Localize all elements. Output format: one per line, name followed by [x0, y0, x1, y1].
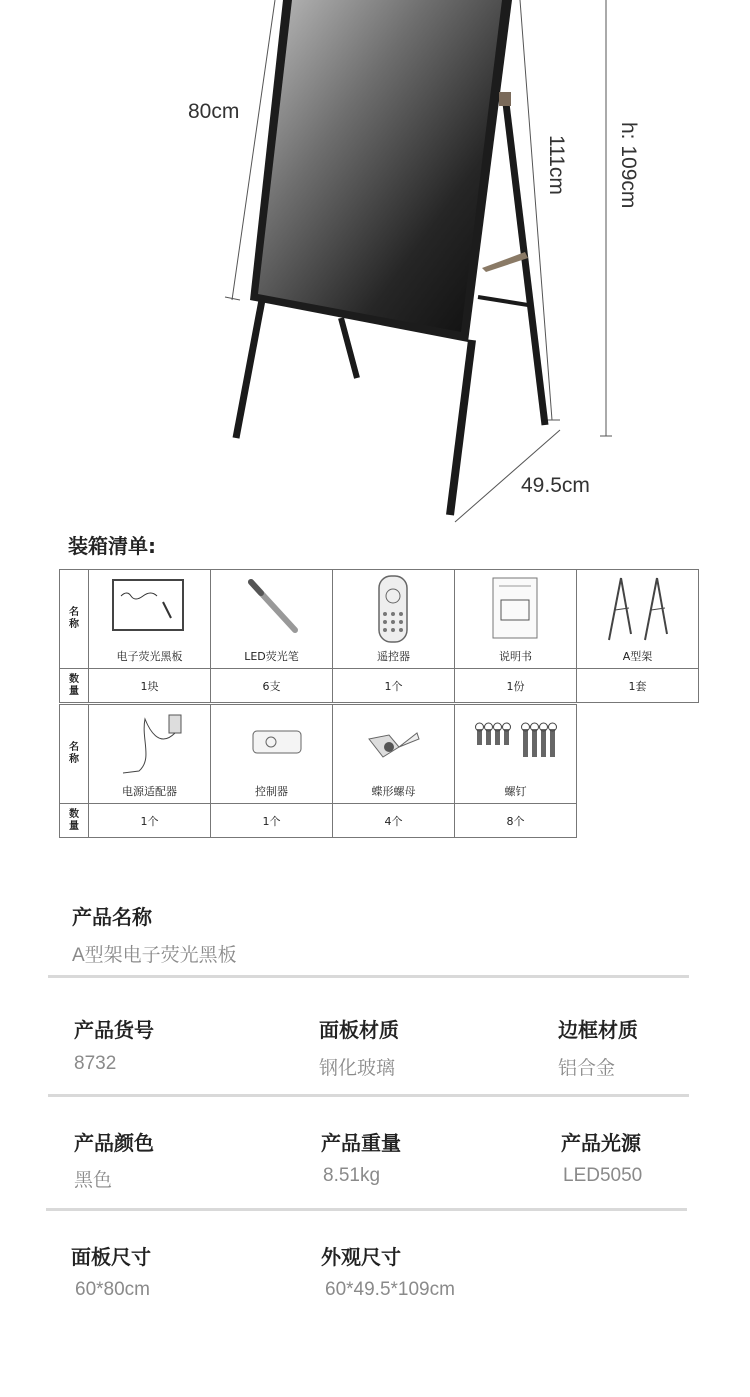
packing-table-row1 — [59, 569, 699, 703]
panel-size-label: 面板尺寸 — [71, 1245, 151, 1269]
frame-material-value: 铝合金 — [558, 1058, 616, 1079]
qty-header: 数 量 — [60, 669, 89, 703]
item-label: 螺钉 — [504, 785, 527, 798]
item-no-label: 产品货号 — [74, 1018, 154, 1042]
easel-board-image — [0, 0, 750, 530]
list-item — [211, 570, 333, 669]
manual-icon — [455, 574, 576, 644]
item-qty: 4个 — [333, 804, 455, 838]
pen-icon — [211, 574, 332, 644]
product-name-label: 产品名称 — [72, 905, 152, 929]
list-item — [333, 705, 455, 804]
item-no-value: 8732 — [74, 1053, 117, 1074]
list-item — [577, 570, 699, 669]
width-dimension-label: 80cm — [188, 100, 240, 123]
panel-size-value: 60*80cm — [75, 1279, 150, 1300]
depth-dimension-label: 49.5cm — [521, 474, 590, 497]
divider — [48, 975, 689, 978]
list-item — [89, 570, 211, 669]
product-name-value: A型架电子荧光黑板 — [72, 945, 237, 966]
weight-label: 产品重量 — [321, 1131, 401, 1155]
packing-list-title: 装箱清单: — [68, 534, 156, 558]
panel-material-label: 面板材质 — [319, 1018, 399, 1042]
screw-icon — [455, 709, 576, 779]
item-label: 电子荧光黑板 — [116, 650, 183, 663]
light-source-value: LED5050 — [563, 1165, 643, 1186]
list-item — [455, 705, 577, 804]
name-header: 名 称 — [60, 705, 89, 804]
item-qty: 1个 — [333, 669, 455, 703]
list-item — [333, 570, 455, 669]
power-adapter-icon — [89, 709, 210, 779]
product-illustration — [0, 0, 750, 530]
packing-table-row2 — [59, 704, 577, 838]
overall-size-label: 外观尺寸 — [321, 1245, 401, 1269]
divider — [48, 1094, 689, 1097]
item-qty: 1块 — [89, 669, 211, 703]
item-qty: 8个 — [455, 804, 577, 838]
item-qty: 1份 — [455, 669, 577, 703]
remote-control-icon — [333, 574, 454, 644]
item-label: 说明书 — [499, 650, 532, 663]
item-label: 控制器 — [255, 785, 288, 798]
overall-size-value: 60*49.5*109cm — [325, 1279, 455, 1300]
color-value: 黑色 — [74, 1170, 113, 1191]
light-source-label: 产品光源 — [561, 1131, 641, 1155]
item-qty: 1套 — [577, 669, 699, 703]
wing-nut-icon — [333, 709, 454, 779]
blackboard-icon — [89, 574, 210, 644]
controller-icon — [211, 709, 332, 779]
weight-value: 8.51kg — [323, 1165, 381, 1186]
name-header: 名 称 — [60, 570, 89, 669]
frame-material-label: 边框材质 — [558, 1018, 638, 1042]
diagonal-dimension-label: 111cm — [545, 135, 568, 195]
item-qty: 1个 — [89, 804, 211, 838]
item-label: A型架 — [622, 650, 653, 663]
item-label: LED荧光笔 — [244, 650, 299, 663]
list-item — [211, 705, 333, 804]
item-label: 电源适配器 — [122, 785, 177, 798]
height-dimension-label: h: 109cm — [617, 122, 640, 209]
item-label: 遥控器 — [377, 650, 410, 663]
panel-material-value: 钢化玻璃 — [319, 1058, 396, 1079]
item-qty: 6支 — [211, 669, 333, 703]
list-item — [89, 705, 211, 804]
qty-header: 数 量 — [60, 804, 89, 838]
divider — [46, 1208, 687, 1211]
a-frame-icon — [577, 574, 698, 644]
item-label: 蝶形螺母 — [371, 785, 416, 798]
item-qty: 1个 — [211, 804, 333, 838]
color-label: 产品颜色 — [74, 1131, 154, 1155]
list-item — [455, 570, 577, 669]
